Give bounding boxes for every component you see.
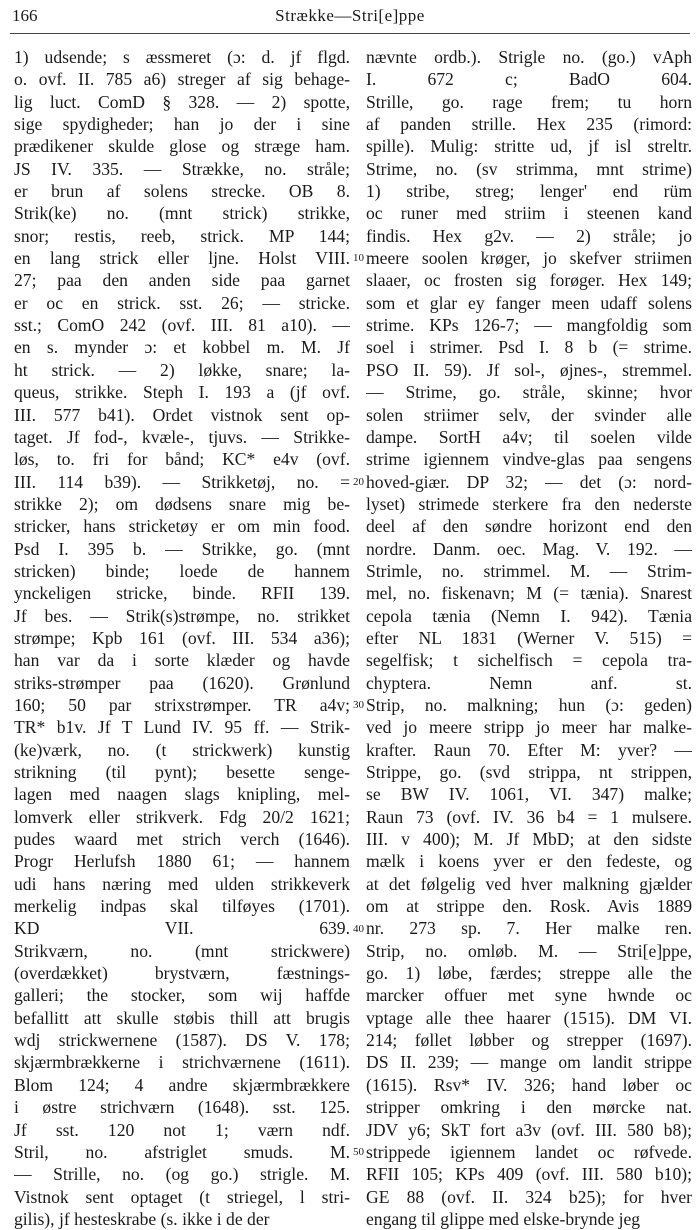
text-line: DS II. 239; — mange om landit strippe — [366, 1052, 692, 1073]
text-line: Blom 124; 4 andre skjærmbrækkere — [14, 1074, 350, 1095]
text-line: strikke 2); om dødsens snare mig be- — [14, 493, 350, 514]
text-line: merkelig indpas skal tilføyes (1701). — [14, 896, 350, 917]
text-line: Stril, no. afstriglet smuds. M. — [14, 1141, 350, 1162]
text-line: Strime, no. (sv strimma, mnt strime) — [366, 158, 692, 179]
text-line: ht strick. — 2) løkke, snare; la- — [14, 359, 350, 380]
text-line: ved jo meere stripp jo meer har malke- — [366, 717, 692, 738]
text-line: (ke)værk, no. (t strickwerk) kunstig — [14, 739, 350, 760]
text-line: segelfisk; t sichelfisch = cepola tra- — [366, 650, 692, 671]
text-line: udi hans næring med ulden strikkeverk — [14, 873, 350, 894]
text-line: stricken) binde; loede de hannem — [14, 560, 350, 581]
text-line: slaaer, oc frosten sig forøger. Hex 149; — [366, 270, 692, 291]
text-line: snor; restis, reeb, strick. MP 144; — [14, 225, 350, 246]
text-line: mælk i koens yver er den fedeste, og — [366, 851, 692, 872]
text-line: TR* b1v. Jf T Lund IV. 95 ff. — Strik- — [14, 717, 350, 738]
text-line: findis. Hex g2v. — 2) stråle; jo — [366, 225, 692, 246]
text-line: lig luct. ComD § 328. — 2) spotte, — [14, 91, 350, 112]
text-line: er oc en strick. sst. 26; — stricke. — [14, 292, 350, 313]
text-line: Psd I. 395 b. — Strikke, go. (mnt — [14, 538, 350, 559]
text-line: om at strippe den. Rosk. Avis 1889 — [366, 896, 692, 917]
text-line: Jf bes. — Strik(s)strømpe, no. strikket — [14, 605, 350, 626]
header-rule — [10, 33, 690, 34]
text-line: III. 577 b41). Ordet vistnok sent op- — [14, 404, 350, 425]
text-line: lagen med naagen slags knipling, mel- — [14, 784, 350, 805]
text-line: 27; paa den anden side paa garnet — [14, 270, 350, 291]
text-line: stripper omkring i den mørcke nat. — [366, 1097, 692, 1118]
text-line: — Strille, no. (og go.) strigle. M. — [14, 1164, 350, 1185]
text-line: prædikener skulde glose og stræge ham. — [14, 136, 350, 157]
text-line: i østre strichværn (1648). sst. 125. — [14, 1097, 350, 1118]
text-line: striks-strømper paa (1620). Grønlund — [14, 672, 350, 693]
text-line: galleri; the stocker, som wij haffde — [14, 985, 350, 1006]
text-line: spille). Mulig: stritte ud, jf isl streltr. — [366, 136, 692, 157]
text-line: skjærmbrækkerne i strichværnene (1611). — [14, 1052, 350, 1073]
text-line: sige spydigheder; han jo der i sine — [14, 114, 350, 135]
line-number: 40 — [353, 922, 364, 935]
left-column — [14, 46, 350, 1230]
text-line: 214; føllet løbber og strepper (1697). — [366, 1030, 692, 1051]
text-line: en s. mynder ɔ: et kobbel m. M. Jf — [14, 337, 350, 358]
text-line: Strikværn, no. (mnt strickwere) — [14, 940, 350, 961]
text-line: PSO II. 59). Jf sol-, øjnes-, stremmel. — [366, 359, 692, 380]
text-line: stricker, hans stricketøy er om min food. — [14, 516, 350, 537]
text-line: Strip, no. malkning; hun (ɔ: geden) — [366, 694, 692, 715]
text-line: sst.; ComO 242 (ovf. III. 81 a10). — — [14, 315, 350, 336]
text-line: III. 114 b39). — Strikketøj, no. = — [14, 471, 350, 492]
text-line: at det følgelig ved hver malkning gjælder — [366, 873, 692, 894]
text-line: hoved-giær. DP 32; — det (ɔ: nord- — [366, 471, 692, 492]
text-line: gilis), jf hesteskrabe (s. ikke i de der — [14, 1208, 270, 1229]
text-line: Progr Herlufsh 1880 61; — hannem — [14, 851, 350, 872]
text-line: lomverk eller strikverk. Fdg 20/2 1621; — [14, 806, 350, 827]
text-line: som et glar ey fanger meen udaff solens — [366, 292, 692, 313]
text-line: nordre. Danm. oec. Mag. V. 192. — — [366, 538, 692, 559]
line-number: 20 — [353, 475, 364, 488]
text-line: efter NL 1831 (Werner V. 515) = — [366, 627, 692, 648]
text-line: Strille, go. rage frem; tu horn — [366, 91, 692, 112]
text-line: I. 672 c; BadO 604. — [366, 69, 692, 90]
text-line: cepola tænia (Nemn I. 942). Tænia — [366, 605, 692, 626]
text-line: Strik(ke) no. (mnt strick) strikke, — [14, 203, 350, 224]
text-line: ynckeligen stricke, binde. RFII 139. — [14, 583, 350, 604]
line-number: 10 — [353, 252, 364, 265]
text-line: strippede igiennem landet oc røfvede. — [366, 1141, 692, 1162]
text-line: befallitt att skulle støbis thill att brugis — [14, 1007, 350, 1028]
text-line: strime. KPs 126-7; — mangfoldig som — [366, 315, 692, 336]
text-line: strikning (til pynt); besette senge- — [14, 762, 350, 782]
text-line: af panden strille. Hex 235 (rimord: — [366, 114, 692, 135]
text-line: krafter. Raun 70. Efter M: yver? — — [366, 739, 692, 760]
page-header — [0, 6, 700, 30]
line-number: 30 — [353, 699, 364, 712]
text-line: III. v 400); M. Jf MbD; at den sidste — [366, 829, 692, 850]
text-line: nr. 273 sp. 7. Her malke ren. — [366, 918, 692, 939]
text-line: JDV y6; SkT fort a3v (ovf. III. 580 b8); — [366, 1119, 692, 1140]
text-line: løs, to. fri for bånd; KC* e4v (ovf. — [14, 449, 350, 470]
text-line: 160; 50 par strixstrømper. TR a4v; — [14, 694, 350, 715]
text-line: vptage alle thee haarer (1515). DM VI. — [366, 1007, 692, 1028]
text-line: oc runer med striim i steenen kand — [366, 203, 692, 224]
text-line: KD VII. 639. — [14, 918, 350, 939]
text-line: queus, strikke. Steph I. 193 a (jf ovf. — [14, 382, 350, 403]
text-line: go. 1) løbe, færdes; streppe alle the — [366, 963, 692, 984]
text-line: soel i strimer. Psd I. 8 b (= strime. — [366, 337, 692, 358]
text-line: Strip, no. omløb. M. — Stri[e]ppe, — [366, 940, 692, 961]
text-line: — Strime, go. stråle, skinne; hvor — [366, 382, 692, 403]
text-line: nævnte ordb.). Strigle no. (go.) vAph — [366, 47, 692, 67]
text-line: Strimle, no. strimmel. M. — Strim- — [366, 560, 692, 581]
text-line: strømpe; Kpb 161 (ovf. III. 534 a36); — [14, 627, 350, 648]
text-line: deel af den søndre horizont end den — [366, 516, 692, 537]
text-line: (overdækket) brystværn, fæstnings- — [14, 963, 350, 984]
text-line: solen striimer selv, der svinder alle — [366, 404, 692, 425]
text-line: mel, no. fiskenavn; M (= tænia). Snarest — [366, 583, 692, 604]
right-column — [366, 46, 692, 1230]
text-line: se BW IV. 1061, VI. 347) malke; — [366, 784, 692, 805]
text-line: (1615). Rsv* IV. 326; hand løber oc — [366, 1074, 692, 1095]
text-line: dampe. SortH a4v; til soelen vilde — [366, 426, 692, 447]
text-line: taget. Jf fod-, kvæle-, tjuvs. — Strikke- — [14, 426, 350, 447]
text-line: Jf sst. 120 not 1; værn ndf. — [14, 1119, 350, 1140]
text-line: Vistnok sent optaget (t striegel, l stri- — [14, 1186, 350, 1207]
text-line: meere soolen krøger, jo skefver striimen — [366, 248, 692, 269]
text-line: engang til glippe med elske-brynde jeg — [366, 1208, 641, 1229]
text-line: Raun 73 (ovf. IV. 36 b4 = 1 mulsere. — [366, 806, 692, 827]
text-line: wdj strickwernene (1587). DS V. 178; — [14, 1030, 350, 1051]
text-line: pudes waard met strich verch (1646). — [14, 829, 350, 850]
running-head: Strække—Stri[e]ppe — [275, 6, 425, 25]
text-line: GE 88 (ovf. II. 324 b25); for hver — [366, 1186, 692, 1207]
text-line: o. ovf. II. 785 a6) streger af sig behage- — [14, 69, 350, 90]
text-line: er brun af solens strecke. OB 8. — [14, 181, 350, 202]
line-number: 50 — [353, 1146, 364, 1159]
text-line: marcker offuer met syne hwnde oc — [366, 985, 692, 1006]
page-number: 166 — [12, 6, 38, 25]
text-line: han var da i sorte klæder og havde — [14, 650, 350, 671]
text-line: RFII 105; KPs 409 (ovf. III. 580 b10); — [366, 1164, 692, 1185]
text-line: Strippe, go. (svd strippa, nt strippen, — [366, 762, 692, 782]
text-line: lyset) strimede sterkere fra den nederste — [366, 493, 692, 514]
text-line: strime igiennem vindve-glas paa sengens — [366, 449, 692, 470]
text-line: en lang strick eller ljne. Holst VIII. — [14, 248, 350, 269]
text-line: 1) stribe, streg; lenger' end rüm — [366, 181, 692, 202]
text-line: JS IV. 335. — Strække, no. stråle; — [14, 158, 350, 179]
text-line: 1) udsende; s æssmeret (ɔ: d. jf flgd. — [14, 47, 350, 67]
text-line: chyptera. Nemn anf. st. — [366, 672, 692, 693]
